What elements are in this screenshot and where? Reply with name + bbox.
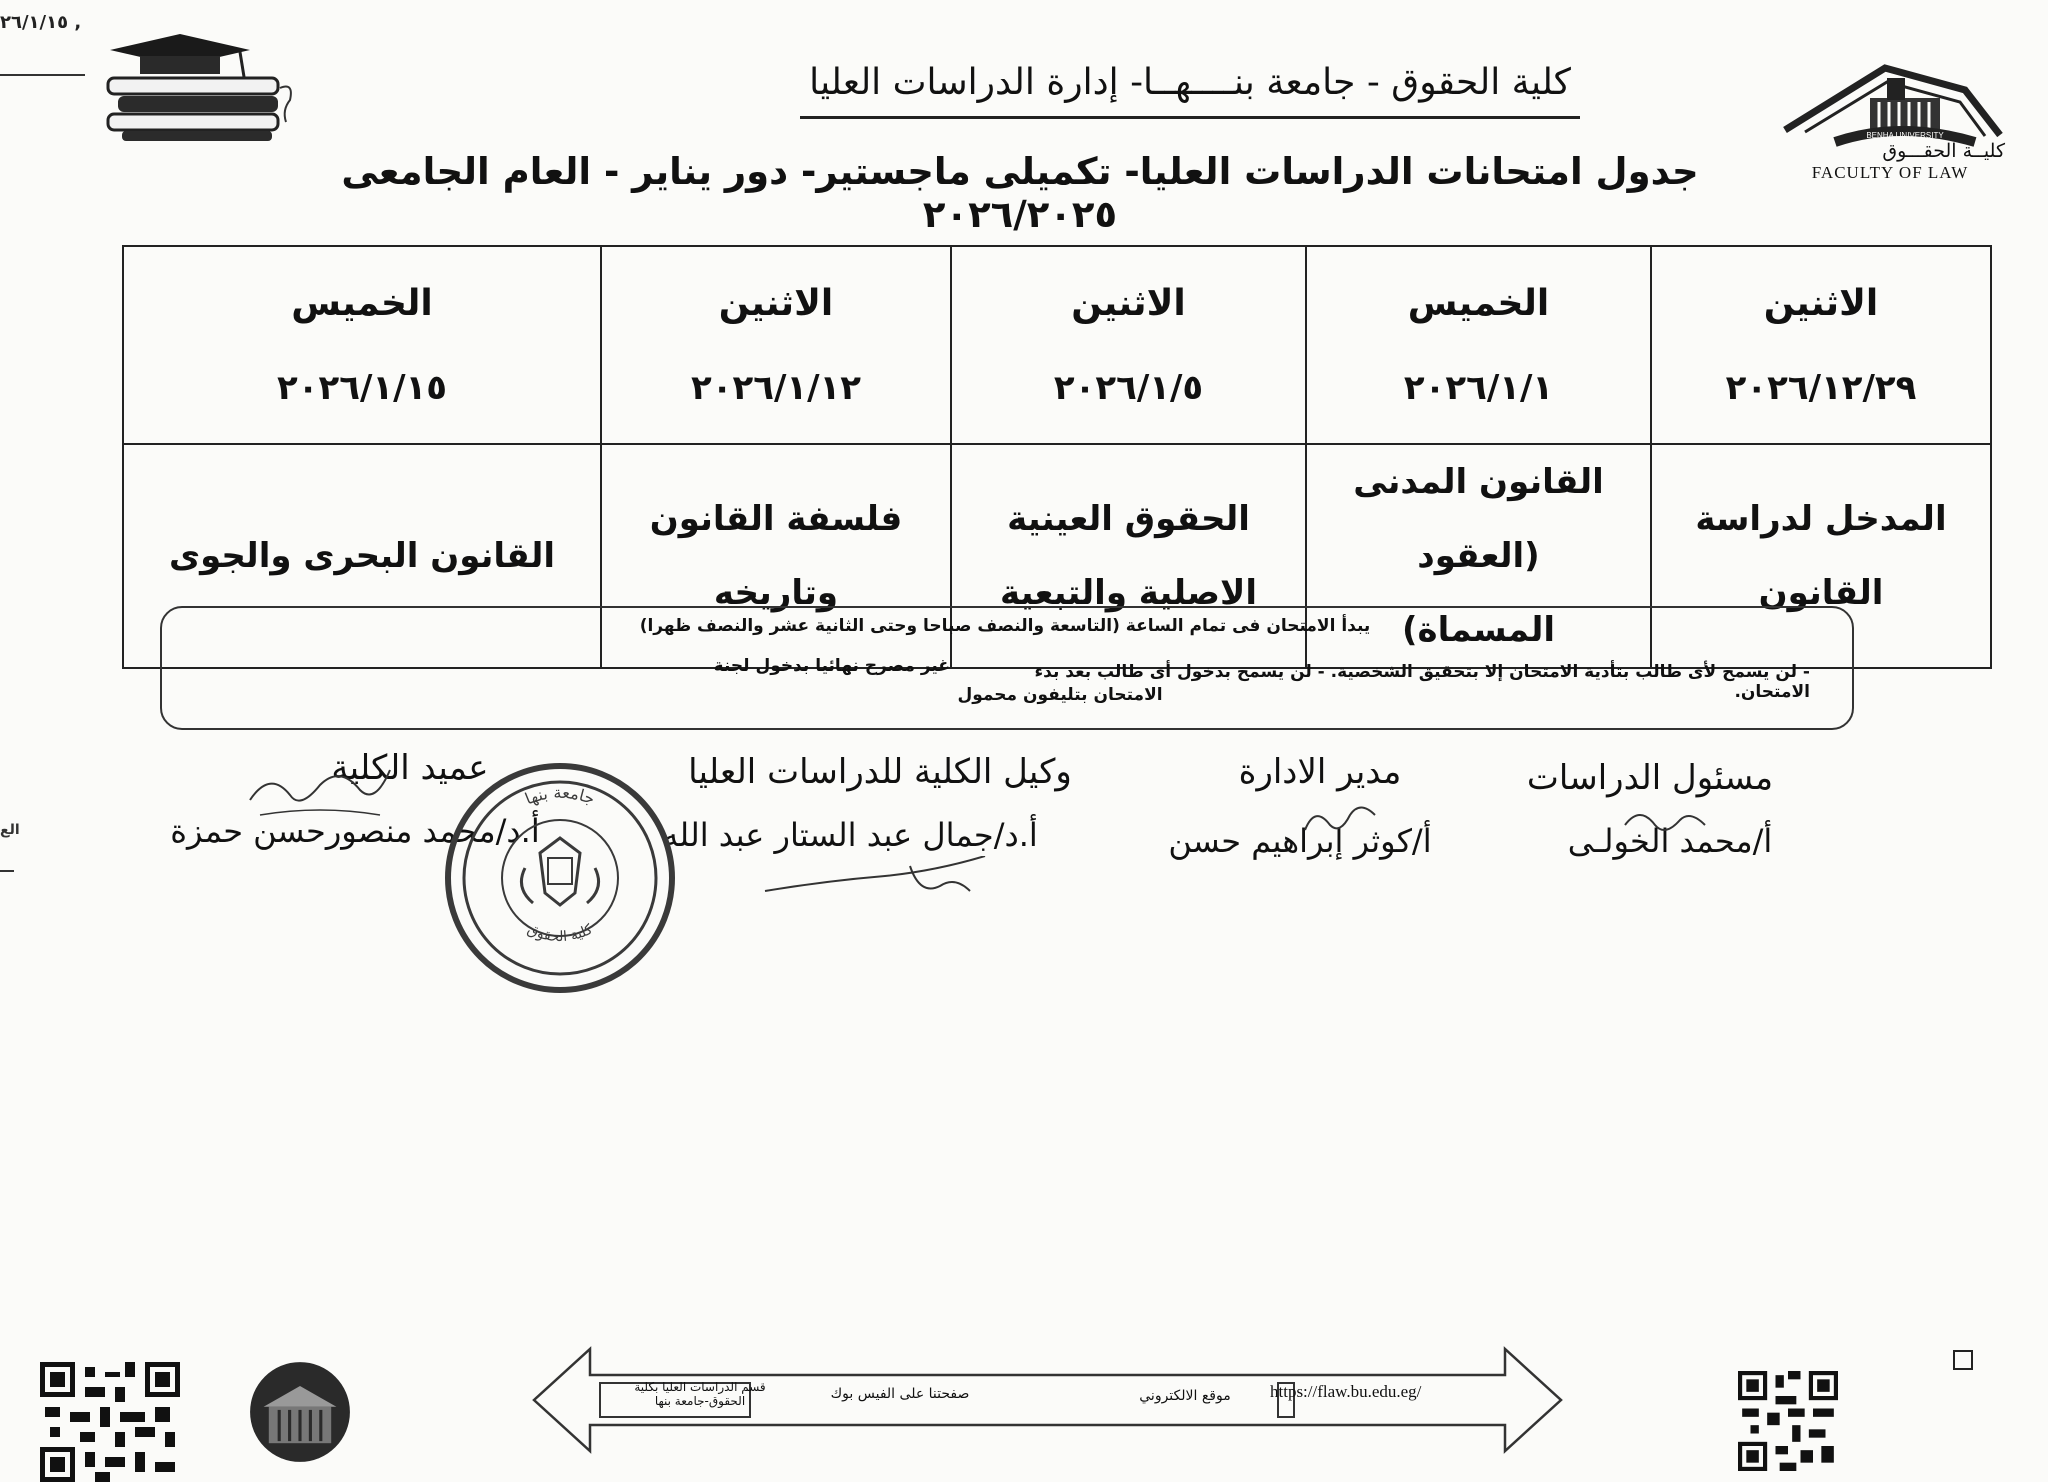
day-date: ٢٠٢٦/١٢/٢٩	[1725, 367, 1917, 408]
schedule-day-cell	[601, 246, 951, 444]
seal-text-bottom: كلية الحقوق	[524, 921, 596, 946]
header-underline	[800, 116, 1580, 119]
schedule-day-cell	[123, 246, 601, 444]
admin-signature-icon	[1300, 800, 1380, 840]
qr-code-right-icon	[1738, 1368, 1838, 1474]
mobile-phone-note: غير مصرح نهائيا بدخول لجنة	[713, 656, 950, 676]
schedule-day-cell	[951, 246, 1306, 444]
subject-line-1: فلسفة القانون وتاريخه	[649, 499, 903, 613]
signatory-title-admin: مدير الادارة	[1238, 752, 1402, 792]
day-date: ٢٠٢٦/١/١٥	[276, 367, 448, 408]
books-cap-logo-icon	[100, 28, 300, 143]
subject-line-2: الاصلية والتبعية	[999, 573, 1258, 613]
day-name: الخميس	[1407, 282, 1550, 324]
subject-line-2: المسماة)	[1402, 610, 1555, 650]
identity-entry-note: - لن يسمح لأى طالب بتأدية الامتحان إلا بتحقيق الشخصية. - لن يسمح بدخول أى طالب بعد بدء الامتحان.	[1034, 662, 1810, 702]
svg-text:كلية الحقوق	[525, 921, 596, 945]
day-date: ٢٠٢٦/١/٥	[1053, 367, 1204, 408]
corner-divider	[0, 74, 85, 76]
checkbox-square-icon	[1953, 1350, 1973, 1370]
schedule-days-row	[123, 246, 1991, 444]
day-name: الاثنين	[1071, 282, 1186, 324]
signatory-name-dean: أ.د/محمد منصورحسن حمزة	[170, 812, 540, 850]
dean-signature-icon	[240, 760, 400, 830]
page-title: جدول امتحانات الدراسات العليا- تكميلى ماجستير- دور يناير - العام الجامعى ٢٠٢٦/٢٠٢٥	[341, 150, 1699, 236]
facebook-page-name[interactable]: قسم الدراسات العليا بكلية الحقوق-جامعة بنها	[634, 1380, 766, 1408]
schedule-day-cell	[1306, 246, 1651, 444]
signatory-title-studies: مسئول الدراسات	[1526, 758, 1774, 798]
subject-line-1: المدخل لدراسة	[1695, 499, 1947, 539]
day-name: الاثنين	[1763, 282, 1879, 324]
signatory-title-dean: عميد الكلية	[331, 748, 489, 788]
signatory-name-studies: أ/محمد الخولـى	[1567, 822, 1773, 860]
signatory-name-admin: أ/كوثر إبراهيم حسن	[1168, 822, 1432, 860]
subject-line-1: الحقوق العينية	[1007, 499, 1250, 539]
facebook-label: صفحتنا على الفيس بوك	[830, 1386, 970, 1402]
header-institution-line: كلية الحقوق - جامعة بنــــهــا- إدارة الدراسات العليا	[809, 62, 1571, 103]
logo-university-ribbon: BENHA UNIVERSITY	[1866, 131, 1944, 140]
signatory-name-vice-dean: أ.د/جمال عبد الستار عبد الله	[662, 816, 1038, 854]
university-building-icon	[248, 1360, 352, 1464]
seal-text-top: جامعة بنها	[522, 782, 598, 809]
schedule-day-cell	[1651, 246, 1991, 444]
subject-line-1: القانون المدنى (العقود	[1353, 462, 1604, 576]
mobile-phone-note-continued: الامتحان بتليفون محمول	[957, 685, 1163, 705]
corner-date-fragment: ٢٦/١/١٥ ,	[0, 12, 82, 33]
exam-time-note: يبدأ الامتحان فى تمام الساعة (التاسعة والنصف صباحا وحتى الثانية عشر والنصف ظهرا)	[639, 616, 1371, 636]
logo-english-text: FACULTY OF LAW	[1811, 163, 1969, 182]
side-text-fragment: الع	[0, 822, 20, 838]
studies-signature-icon	[1620, 800, 1710, 840]
website-link[interactable]: https://flaw.bu.edu.eg/	[1270, 1382, 1422, 1401]
side-divider	[0, 870, 14, 872]
signatory-title-vice-dean: وكيل الكلية للدراسات العليا	[688, 752, 1072, 792]
day-date: ٢٠٢٦/١/١	[1403, 367, 1554, 408]
vice-dean-signature-icon	[760, 856, 1000, 906]
subject-line-2: القانون	[1758, 573, 1884, 613]
official-seal-icon	[440, 758, 680, 998]
day-name: الخميس	[291, 282, 433, 324]
day-name: الاثنين	[718, 282, 834, 324]
subject-line-1: القانون البحرى والجوى	[168, 536, 556, 576]
website-label: موقع الالكتروني	[1139, 1388, 1231, 1404]
logo-arabic-text: كليــة الحقـــوق	[1882, 140, 2005, 162]
day-date: ٢٠٢٦/١/١٢	[690, 367, 862, 408]
qr-code-left-icon	[40, 1362, 180, 1482]
